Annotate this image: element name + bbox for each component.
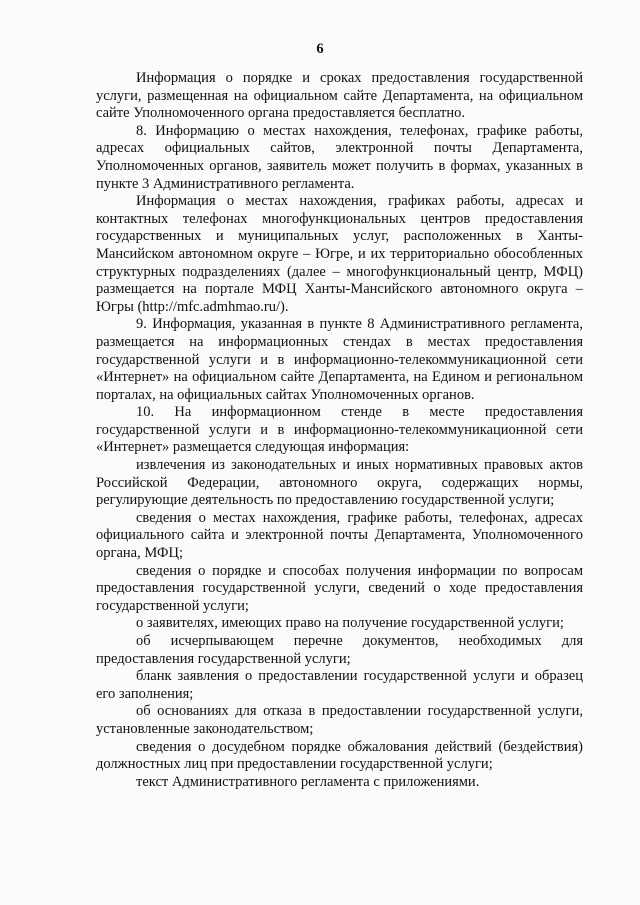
paragraph: сведения о досудебном порядке обжалования действий (бездействия) должностных лиц при предоставлении государственной услуги; [96, 738, 583, 773]
paragraph: сведения о местах нахождения, графике работы, телефонах, адресах официального сайта и электронной почты Департамента, Уполномоченного органа, МФЦ; [96, 509, 583, 562]
document-body [96, 70, 583, 791]
page-number: 6 [316, 41, 324, 57]
paragraph: сведения о порядке и способах получения информации по вопросам предоставления государственной услуги, сведений о ходе предоставления государственной услуги; [96, 562, 583, 614]
paragraph: о заявителях, имеющих право на получение государственной услуги; [136, 615, 564, 632]
paragraph: 9. Информация, указанная в пункте 8 Административного регламента, размещается на информационных стендах в местах предоставления государственной услуги и в информационно-телекоммуникационной сети «Интернет» на официальном сайте Департамента, на Едином и региональном порталах, на официальных сайтах Уполномоченных органов. [96, 316, 583, 403]
paragraph: Информация о местах нахождения, графиках работы, адресах и контактных телефонах многофункциональных центров предоставления государственных и муниципальных услуг, расположенных в Ханты-Мансийском автономном округе – Югре, и их территориально обособленных структурных подразделениях (далее – многофункциональный центр, МФЦ) размещается на портале МФЦ Ханты-Мансийского автономного округа – Югры (http://mfc.admhmao.ru/). [96, 193, 583, 315]
paragraph: об исчерпывающем перечне документов, необходимых для предоставления государственной услуги; [96, 633, 583, 667]
paragraph: бланк заявления о предоставлении государственной услуги и образец его заполнения; [96, 668, 583, 702]
paragraph: текст Административного регламента с приложениями. [136, 773, 480, 790]
paragraph: 8. Информацию о местах нахождения, телефонах, графике работы, адресах официальных сайтов, электронной почты Департамента, Уполномоченных органов, заявитель может получить в формах, указанных в пункте 3 Административного регламента. [96, 122, 583, 192]
paragraph: об основаниях для отказа в предоставлении государственной услуги, установленные законодательством; [96, 703, 583, 737]
paragraph: Информация о порядке и сроках предоставления государственной услуги, размещенная на официальном сайте Департамента, на официальном сайте Уполномоченного органа предоставляется бесплатно. [96, 70, 583, 122]
paragraph: извлечения из законодательных и иных нормативных правовых актов Российской Федерации, автономного округа, содержащих нормы, регулирующие деятельность по предоставлению государственной услуги; [96, 457, 583, 509]
paragraph: 10. На информационном стенде в месте предоставления государственной услуги и в информационно-телекоммуникационной сети «Интернет» размещается следующая информация: [96, 404, 583, 456]
